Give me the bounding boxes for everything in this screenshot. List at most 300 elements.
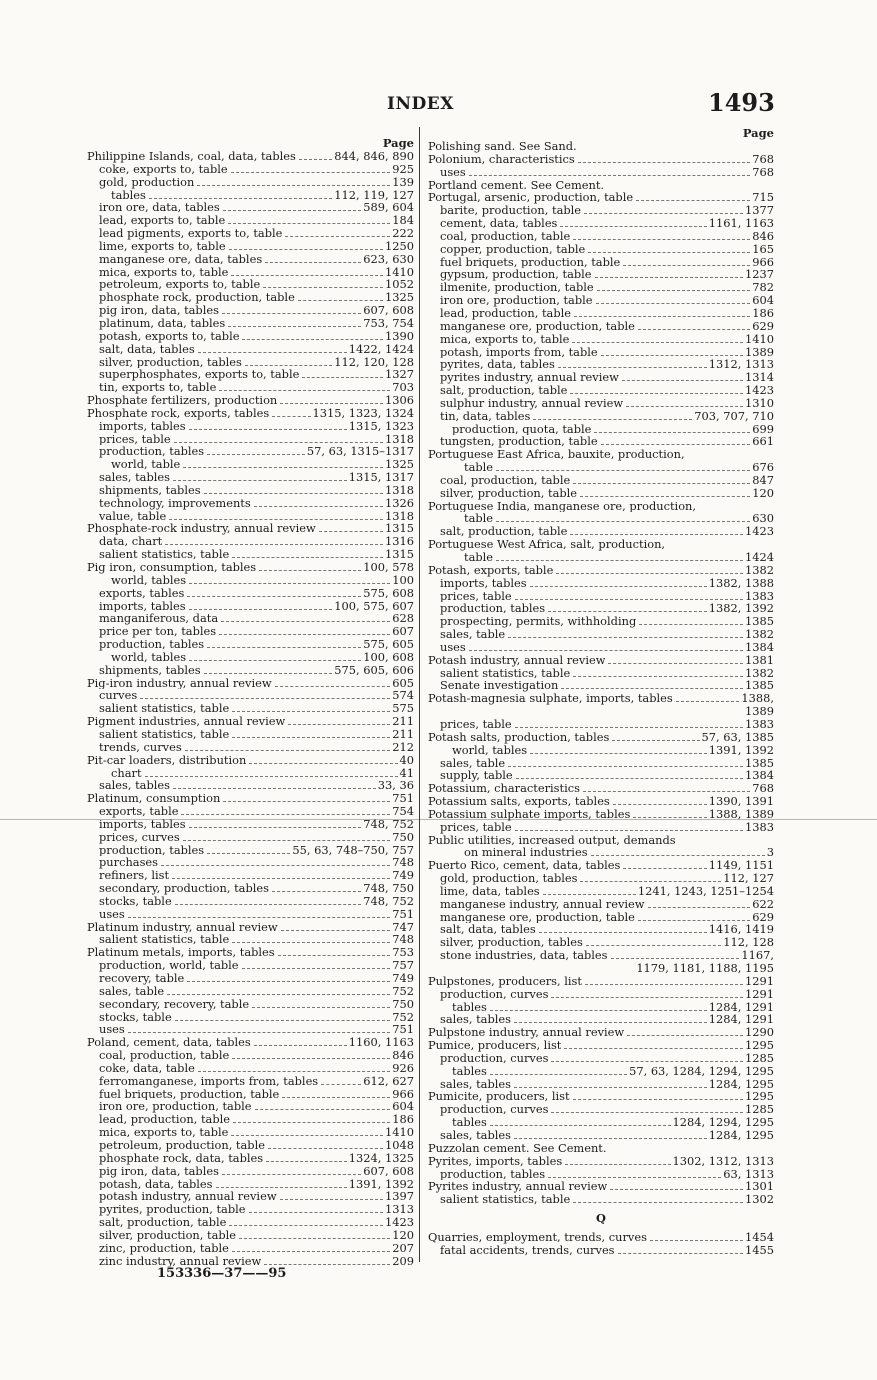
index-subentry [87,664,414,677]
leader-dots [594,432,750,433]
entry-pages: 1315, 1317 [348,471,414,484]
entry-pages: 57, 63, 1385 [701,730,774,744]
entry-pages: 100, 608 [363,650,414,664]
entry-text: sales, table [99,984,165,998]
entry-pages: 757 [392,959,414,972]
entry-text: stone industries, data, tables [440,949,608,962]
index-subentry [428,718,774,731]
entry-text: Potash, exports, table [428,563,554,577]
entry-text: gypsum, production, table [440,268,592,282]
leader-dots [572,342,743,343]
entry-pages: 751 [392,907,414,921]
leader-dots [638,329,750,330]
index-entry [428,834,774,847]
leader-dots [548,1177,721,1178]
leader-dots [515,830,743,831]
entry-pages: 186 [752,306,774,320]
page-number: 1493 [708,88,775,117]
index-subentry [87,548,414,561]
entry-pages: 844, 846, 890 [334,150,414,163]
index-entry [428,1142,774,1155]
index-subentry [87,1100,414,1113]
entry-text: Polishing sand. See Sand. [428,140,577,153]
entry-text: salient statistics, table [99,933,230,947]
index-subentry [428,230,774,243]
entry-text: prices, table [99,432,171,446]
entry-text: Potassium sulphate imports, tables [428,807,631,821]
index-subentry [428,628,774,641]
entry-text: salt, data, tables [440,923,536,937]
entry-pages: 1381 [745,653,774,667]
index-subentry [428,1116,774,1129]
entry-text: shipments, tables [99,663,201,677]
leader-dots [275,686,391,687]
leader-dots [618,1253,743,1254]
index-subentry [87,433,414,446]
entry-pages: 1383 [745,589,774,603]
entry-text: Polonium, characteristics [428,152,575,166]
index-subentry [87,1178,414,1191]
entry-pages: 926 [392,1061,414,1075]
entry-text: Potash industry, annual review [428,653,606,667]
entry-text: Poland, cement, data, tables [87,1036,251,1050]
leader-dots [232,942,390,943]
leader-dots [530,586,707,587]
leader-dots [198,1071,390,1072]
entry-pages: 1318 [385,509,414,523]
index-subentry [428,474,774,487]
leader-dots [172,878,390,879]
leader-dots [232,1251,390,1252]
entry-text: imports, tables [99,817,186,831]
leader-dots [128,1032,390,1033]
leader-dots [223,801,390,802]
leader-dots [280,1199,383,1200]
entry-text: Pig-iron industry, annual review [87,676,272,690]
index-subentry [428,744,774,757]
entry-text: world, tables [111,650,187,664]
entry-pages: 1454 [745,1231,774,1244]
index-subentry [87,1165,414,1178]
entry-text: pyrites, production, table [99,1203,246,1217]
entry-text: zinc industry, annual review [99,1254,262,1268]
entry-text: Platinum, consumption [87,792,221,806]
index-subentry [87,844,414,857]
index-subentry [87,381,414,394]
leader-dots [268,1148,383,1149]
entry-pages: 1149, 1151 [708,859,774,873]
entry-text: ferromanganese, imports from, tables [99,1074,319,1088]
entry-pages: 1052 [385,278,414,292]
entry-text: production, tables [99,445,205,459]
entry-text: salient statistics, table [99,702,230,716]
entry-pages: 1241, 1243, 1251–1254 [637,884,774,898]
index-subentry [87,1152,414,1165]
leader-dots [516,778,743,779]
leader-dots [639,624,743,625]
leader-dots [601,444,751,445]
entry-pages: 703 [392,381,414,395]
entry-pages: 100, 578 [363,561,414,574]
entry-pages: 1295 [745,1039,774,1052]
index-subentry [428,577,774,590]
entry-pages: 752 [392,984,414,998]
entry-pages: 1382 [745,628,774,641]
entry-pages: 1167, [741,949,774,962]
entry-text: sales, tables [99,779,170,793]
leader-dots [173,788,376,789]
index-subentry [87,625,414,638]
entry-pages: 3 [766,846,774,860]
entry-pages: 1291 [745,974,774,988]
entry-pages: 629 [752,910,774,924]
entry-text: Pyrites, imports, tables [428,1154,563,1168]
entry-text: salient statistics, table [440,1193,571,1207]
entry-text: production, quota, table [452,422,592,436]
index-entry [87,921,414,934]
leader-dots [676,701,740,702]
index-subentry [428,590,774,603]
entry-pages: 1290 [745,1026,774,1040]
index-subentry [428,217,774,230]
entry-text: fuel briquets, production, table [99,1087,280,1101]
entry-text: imports, tables [440,576,527,590]
index-subentry [87,471,414,484]
entry-pages: 1237 [745,268,774,282]
leader-dots [648,907,751,908]
leader-dots [626,406,743,407]
leader-dots [564,1048,743,1049]
index-subentry [428,551,774,564]
leader-dots [189,609,333,610]
leader-dots [570,393,743,394]
index-subentry [87,985,414,998]
entry-pages: 1325 [385,291,414,305]
entry-pages: 1284, 1291 [708,1013,774,1027]
entry-text: tables [111,188,146,202]
entry-text: imports, tables [99,599,186,613]
entry-pages: 846 [392,1049,414,1062]
index-subentry [87,831,414,844]
leader-dots [570,534,743,535]
entry-pages: 211 [392,715,414,728]
leader-dots [627,1035,743,1036]
entry-pages: 1327 [385,368,414,382]
entry-text: potash, imports from, table [440,345,598,359]
index-subentry [87,1113,414,1126]
entry-text: production, tables [99,638,205,651]
entry-pages: 1302 [745,1193,774,1207]
leader-dots [623,868,706,869]
entry-text: Pulpstone industry, annual review [428,1026,625,1040]
entry-text: manganese industry, annual review [440,897,645,911]
index-entry [428,808,774,821]
entry-text: sales, tables [440,1128,511,1142]
leader-dots [169,519,383,520]
entry-pages: 622 [752,897,774,911]
leader-dots [219,390,390,391]
leader-dots [175,1020,391,1021]
index-subentry [87,356,414,369]
entry-text: stocks, table [99,1010,172,1024]
entry-pages: 57, 63, 1284, 1294, 1295 [629,1064,774,1078]
leader-dots [596,303,751,304]
entry-text: world, tables [452,743,528,757]
leader-dots [551,997,743,998]
entry-pages: 139 [392,175,414,189]
index-subentry [87,638,414,651]
print-code: 153336—37——95 [157,1266,287,1281]
index-subentry [87,1242,414,1255]
index-subentry [87,176,414,189]
entry-text: silver, production, tables [99,355,242,369]
leader-dots [573,483,750,484]
leader-dots [229,1225,383,1226]
index-subentry [87,587,414,600]
entry-pages: 1250 [385,239,414,253]
entry-text: Puzzolan cement. See Cement. [428,1141,607,1155]
entry-text: fuel briquets, production, table [440,255,621,269]
leader-dots [556,573,743,574]
entry-text: lime, exports to, table [99,239,226,253]
index-subentry [428,204,774,217]
index-subentry [428,936,774,949]
entry-pages: 1179, 1181, 1188, 1195 [636,962,774,975]
entry-pages: 749 [392,869,414,883]
entry-text: production, world, table [99,959,239,972]
leader-dots [231,172,391,173]
entry-text: secondary, recovery, table [99,997,250,1011]
leader-dots [232,557,383,558]
entry-text: Puerto Rico, cement, data, tables [428,859,621,873]
entry-pages: 607, 608 [363,1164,414,1178]
index-entry [87,1036,414,1049]
entry-pages: 1385 [745,756,774,770]
entry-pages: 748 [392,933,414,947]
leader-dots [595,277,743,278]
index-subentry [87,1229,414,1242]
leader-dots [254,1045,347,1046]
index-subentry [87,779,414,792]
entry-pages: 750 [392,997,414,1011]
entry-pages: 1284, 1294, 1295 [672,1116,774,1129]
entry-text: cement, data, tables [440,217,558,230]
entry-pages: 1291 [745,987,774,1001]
leader-dots [254,506,383,507]
index-subentry [428,333,774,346]
entry-text: sales, tables [440,1013,511,1027]
entry-pages: 1310 [745,396,774,410]
entry-pages: 748, 752 [363,894,414,908]
entry-pages: 748 [392,856,414,870]
leader-dots [272,891,361,892]
entry-pages: 63, 1313 [723,1167,774,1181]
entry-pages: 768 [752,152,774,166]
index-subentry [428,243,774,256]
index-subentry [428,846,774,859]
leader-dots [207,853,290,854]
entry-pages: 211 [392,727,414,741]
entry-pages: 676 [752,461,774,474]
entry-pages: 607, 608 [363,304,414,317]
entry-pages: 750 [392,830,414,844]
entry-text: Portuguese West Africa, salt, production, [428,538,666,551]
entry-pages: 1424 [745,551,774,564]
entry-pages: 604 [752,294,774,307]
entry-pages: 1326 [385,496,414,510]
leader-dots [597,290,751,291]
entry-pages: 120 [752,486,774,500]
entry-text: mica, exports to, table [99,1126,229,1139]
entry-text: lead, production, table [99,1113,231,1127]
leader-dots [229,249,383,250]
entry-text: platinum, data, tables [99,316,226,330]
entry-pages: 1324, 1325 [348,1151,414,1165]
entry-pages: 1325 [385,458,414,472]
index-entry [428,1026,774,1039]
index-subentry [87,201,414,214]
leader-dots [285,236,390,237]
entry-text: Pumice, producers, list [428,1039,562,1052]
entry-text: salt, production, table [440,525,568,539]
entry-pages: 752 [392,1010,414,1024]
leader-dots [321,1084,361,1085]
index-entry [428,654,774,667]
index-subentry [87,959,414,972]
leader-dots [636,200,750,201]
index-subentry [87,1062,414,1075]
leader-dots [560,226,706,227]
index-entries-right [428,140,774,1257]
entry-text: on mineral industries [464,846,588,860]
leader-dots [490,1010,707,1011]
leader-dots [239,1238,390,1239]
entry-text: world, tables [111,573,187,587]
entry-pages: 1391, 1392 [348,1177,414,1191]
leader-dots [228,223,390,224]
entry-pages: 57, 63, 1315–1317 [306,445,414,459]
index-entry [428,795,774,808]
index-subentry [428,384,774,397]
index-entry [428,1180,774,1193]
entry-pages: 1161, 1163 [708,217,774,230]
entry-text: table [464,512,494,526]
index-entry [428,1155,774,1168]
leader-dots [578,162,751,163]
leader-dots [282,1097,390,1098]
index-entry [87,407,414,420]
entry-text: table [464,551,494,564]
entry-text: price per ton, tables [99,625,217,639]
entry-pages: 1315, 1323, 1324 [312,406,414,420]
index-subentry [87,1126,414,1139]
entry-pages: 1315, 1323 [348,419,414,433]
index-entry [428,448,774,461]
entry-text: production, curves [440,1051,549,1065]
leader-dots [187,981,390,982]
index-subentry [87,317,414,330]
entry-pages: 209 [392,1254,414,1268]
index-subentry [87,651,414,664]
leader-dots [601,355,743,356]
entry-pages: 1391, 1392 [708,743,774,757]
index-subentry [87,998,414,1011]
entry-text: phosphate rock, data, tables [99,1151,264,1165]
leader-dots [515,727,743,728]
index-subentry [428,1013,774,1026]
section-letter-heading: Q [596,1211,606,1226]
index-subentry [87,163,414,176]
entry-text: imports, tables [99,419,186,433]
index-entry [87,754,414,767]
index-subentry [87,458,414,471]
leader-dots [266,1161,347,1162]
index-subentry [87,869,414,882]
index-entry [428,500,774,513]
index-subentry [428,512,774,525]
entry-text: tables [452,1000,487,1014]
index-entry [428,692,774,705]
entry-text: uses [440,640,466,654]
entry-pages: 33, 36 [377,779,414,793]
index-entry [428,782,774,795]
entry-text: silver, production, table [440,486,578,500]
index-column-right [428,127,774,1257]
index-subentry [87,1139,414,1152]
entry-pages: 966 [752,255,774,269]
index-subentry [87,484,414,497]
leader-dots [216,1187,347,1188]
entry-text: sales, table [440,628,506,641]
entry-text: production, curves [440,1103,549,1117]
leader-dots [551,1112,743,1113]
index-subentry [87,728,414,741]
leader-dots [175,904,362,905]
index-subentry [428,757,774,770]
index-subentry [428,1103,774,1116]
entry-text: Phosphate fertilizers, production [87,394,278,407]
entry-text: zinc, production, table [99,1241,229,1255]
index-subentry [428,872,774,885]
index-entry [87,150,414,163]
entry-pages: 1397 [385,1190,414,1204]
leader-dots [245,365,332,366]
index-entry [428,564,774,577]
index-subentry [87,702,414,715]
index-subentry [428,1129,774,1142]
entry-text: salient statistics, table [99,727,230,741]
leader-dots [183,467,383,468]
entry-pages: 703, 707, 710 [694,409,774,423]
leader-dots [533,419,692,420]
entry-pages: 1285 [745,1103,774,1117]
index-subentry [87,535,414,548]
leader-dots [608,663,743,664]
entry-text: prices, table [440,717,512,731]
entry-pages: 748, 750 [363,882,414,895]
leader-dots [232,1058,390,1059]
entry-text: sales, tables [99,471,170,484]
entry-text: pig iron, data, tables [99,1164,219,1178]
entry-text: Pumicite, producers, list [428,1090,570,1104]
leader-dots [539,932,707,933]
leader-dots [189,660,361,661]
leader-dots [183,840,390,841]
index-subentry [428,371,774,384]
entry-pages: 1423 [385,1216,414,1229]
entry-text: potash, exports to, table [99,329,240,343]
entry-pages: 575, 605 [363,638,414,651]
